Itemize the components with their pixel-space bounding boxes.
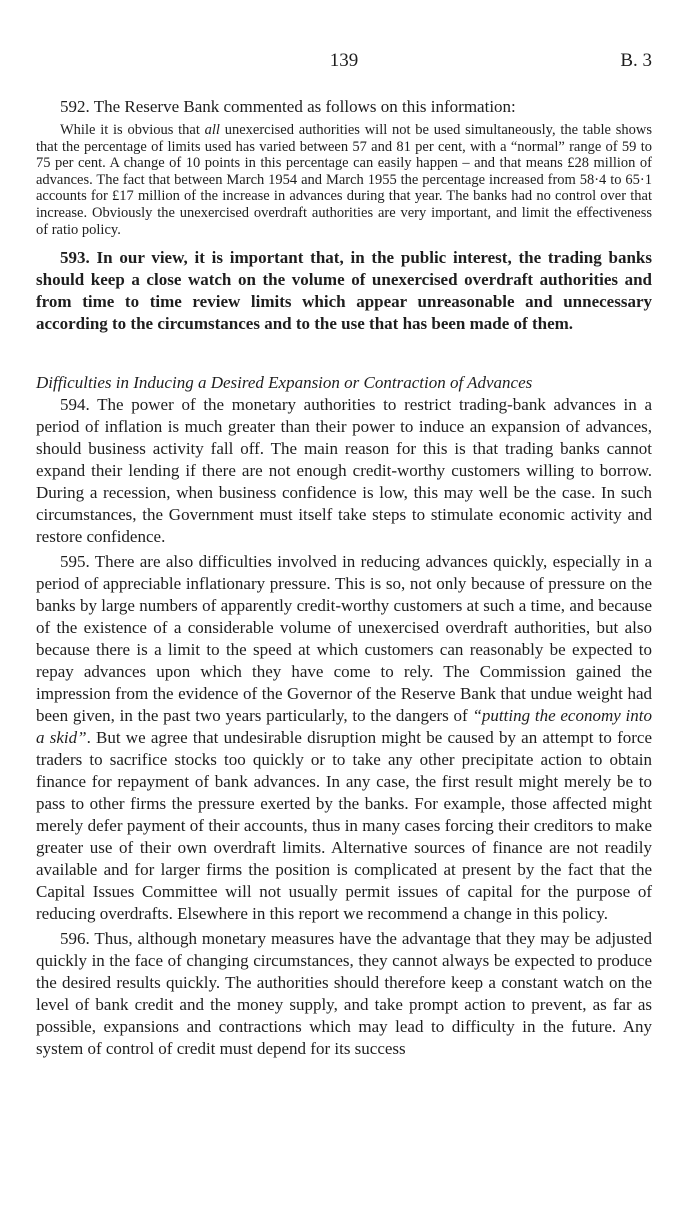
paragraph-594: 594. The power of the monetary authorities to restrict trading-bank advances in a period of inflation is much greater than their power to induce an expansion of advances, should business activity fall off. The main reason for this is that trading banks cannot expand their lending if there are not enough credit-worthy customers willing to borrow. During a recession, when business confidence is low, this may well be the case. In such circumstances, the Government must itself take steps to stimulate economic activity and restore confidence. (36, 395, 652, 547)
paragraph-595-emphasis: “putting the economy into a skid” (36, 706, 652, 748)
quote-text-end: unexercised authorities will not be used simultaneously, the table shows that the percentage of limits used has varied between 57 and 81 per cent, with a “normal” range of 59 to 75 per cent. A change of 10 points in this percentage can easily happen – and that means £28 million of advances. The fact that between March 1954 and March 1955 the percentage increased from 58·4 to 65·1 accounts for £17 million of the increase in advances during that year. The banks had no control over that increase. Obviously the unexercised overdraft authorities are very important, and limit the effectiveness of ratio policy. (36, 122, 653, 238)
reserve-bank-quote (36, 122, 652, 238)
paragraph-596: 596. Thus, although monetary measures have the advantage that they may be adjusted quickly in the face of changing circumstances, they cannot always be expected to produce the desired results quickly. The authorities should therefore keep a constant watch on the level of bank credit and the money supply, and take prompt action to prevent, as far as possible, expansions and contractions which may lead to difficulty in the future. Any system of control of credit must depend for its success (36, 929, 652, 1059)
document-series-code: B. 3 (620, 50, 652, 71)
paragraph-595-text-start: 595. There are also difficulties involved in reducing advances quickly, especially in a period of appreciable inflationary pressure. This is so, not only because of pressure on the banks by large numbers of apparently credit-worthy customers at such a time, and because of the existence of a considerable volume of unexercised overdraft authorities, but also because there is a limit to the speed at which customers can reasonably be expected to repay advances upon which they have come to rely. The Commission gained the impression from the evidence of the Governor of the Reserve Bank that undue weight had been given, in the past two years particularly, to the dangers of (36, 552, 652, 726)
page-number: 139 (329, 50, 359, 71)
paragraph-593: 593. In our view, it is important that, in the public interest, the trading banks should keep a close watch on the volume of unexercised overdraft authorities and from time to time review limits which appear unreasonable and unnecessary according to the circumstances and to the use that has been made of them. (36, 248, 652, 334)
paragraph-595-text-end: . But we agree that undesirable disruption might be caused by an attempt to force traders to sacrifice stocks too quickly or to take any other precipitate action to obtain finance for repayment of bank advances. In any case, the first result might merely be to pass to other firms the pressure exerted by the banks. For example, those affected might merely defer payment of their accounts, thus in many cases forcing their creditors to make greater use of their own overdraft limits. Alternative sources of finance are not readily available and for larger firms the position is complicated at present by the fact that the Capital Issues Committee will not usually permit issues of capital for the purpose of reducing overdrafts. Elsewhere in this report we recommend a change in this policy. (36, 728, 652, 924)
quote-emphasis: all (204, 122, 220, 138)
paragraph-592-intro: 592. The Reserve Bank commented as follows on this information: (60, 97, 516, 116)
quote-text-start: While it is obvious that (60, 122, 205, 138)
paragraph-595 (36, 551, 652, 925)
page-header (36, 50, 652, 80)
document-page (36, 50, 652, 1060)
section-heading: Difficulties in Inducing a Desired Expansion or Contraction of Advances (36, 373, 533, 393)
